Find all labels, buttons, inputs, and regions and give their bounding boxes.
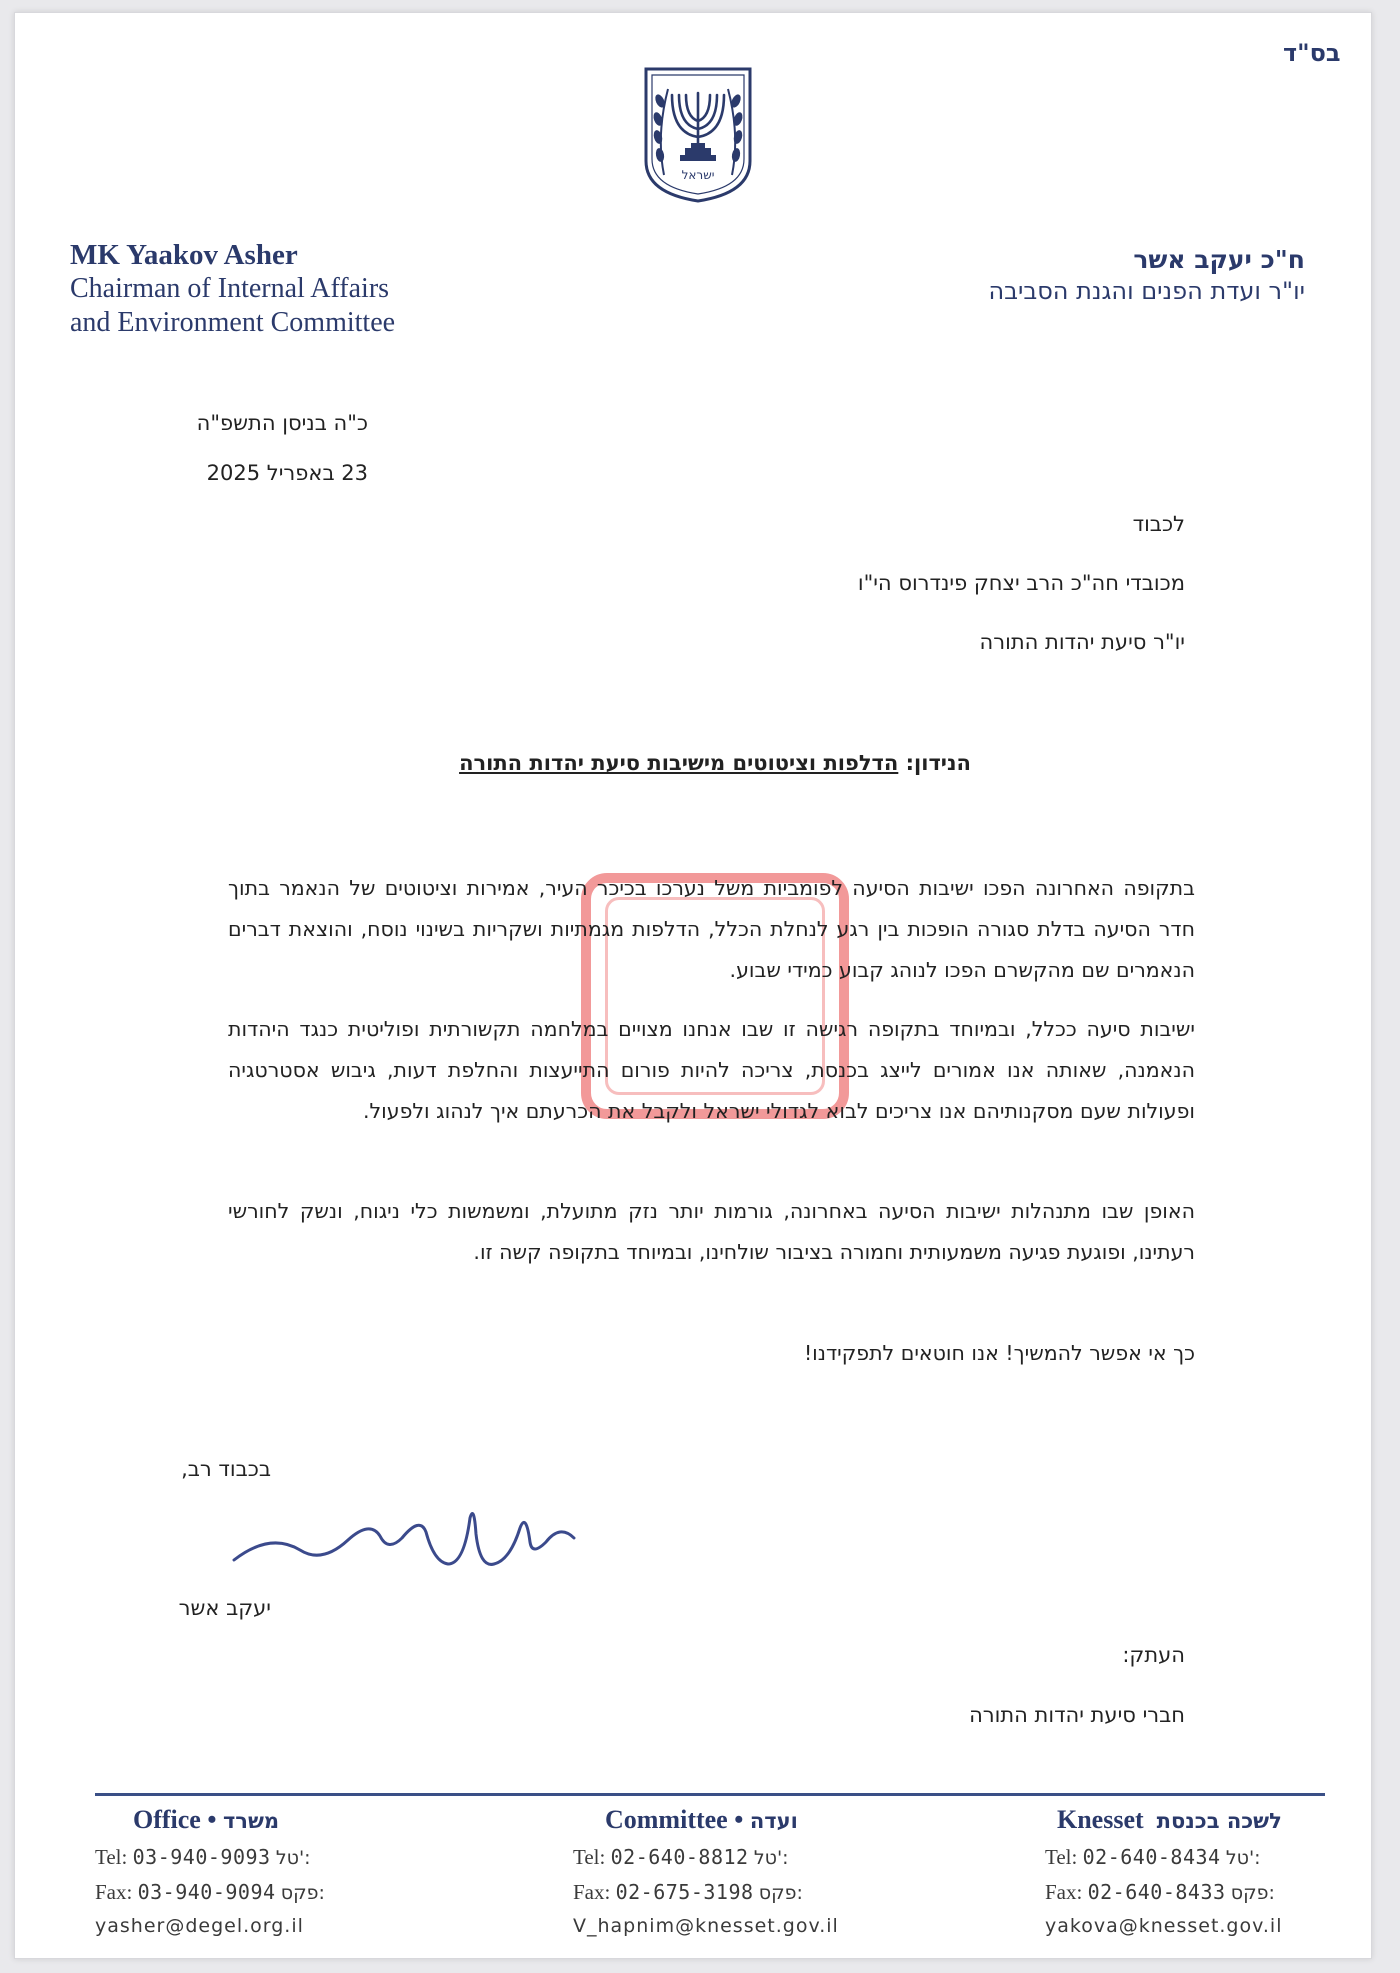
committee-fax-number: 02-675-3198 (615, 1880, 754, 1904)
committee-email: V_hapnim@knesset.gov.il (573, 1915, 839, 1937)
body-paragraph-4: כך אי אפשר להמשיך! אנו חוטאים לתפקידנו! (803, 1341, 1195, 1365)
footer-committee-heading: Committee • ועדה (605, 1805, 798, 1834)
footer-committee-title-en: Committee (605, 1805, 728, 1834)
fax-label-he: פקס: (1230, 1882, 1275, 1904)
footer-office-heading: Office • משרד (133, 1805, 280, 1834)
tel-label-he: טל': (275, 1847, 311, 1869)
footer-committee-tel (573, 1845, 853, 1870)
subject-text: הדלפות וציטוטים מישיבות סיעת יהדות התורה (459, 751, 899, 775)
cc-label: העתק: (1122, 1643, 1185, 1667)
signer-name: יעקב אשר (178, 1596, 271, 1620)
knesset-tel-number: 02-640-8434 (1082, 1845, 1221, 1869)
fax-label-he: פקס: (280, 1882, 325, 1904)
footer-knesset (1045, 1805, 1335, 1937)
body-paragraph-3: האופן שבו מתנהלות ישיבות הסיעה באחרונה, גורמות יותר נזק מתועלת, ומשמשות כלי ניגוח, ונשק לחורשי רעתינו, ופוגעת פגיעה משמעותית וחמורה בציבור שולחינו, ובמיוחד בתקופה קשה זו. (228, 1199, 1195, 1264)
knesset-email: yakova@knesset.gov.il (1045, 1915, 1283, 1937)
footer-office-title-he: משרד (222, 1809, 280, 1833)
recipient-title: יו"ר סיעת יהדות התורה (979, 630, 1185, 654)
footer-office-fax (95, 1880, 355, 1905)
footer-knesset-title-he: לשכה בכנסת (1156, 1809, 1282, 1833)
knesset-fax-number: 02-640-8433 (1087, 1880, 1226, 1904)
footer-knesset-title-en: Knesset (1057, 1805, 1144, 1834)
sender-title-he: יו"ר ועדת הפנים והגנת הסביבה (988, 277, 1305, 305)
tel-label-he: טל': (1225, 1847, 1261, 1869)
subject-line (315, 751, 1115, 775)
office-email: yasher@degel.org.il (95, 1915, 304, 1937)
recipient-greeting: לכבוד (1132, 512, 1185, 536)
cc-recipients: חברי סיעת יהדות התורה (969, 1703, 1185, 1727)
fax-label-en: Fax: (95, 1880, 133, 1904)
sender-title-en-2: and Environment Committee (70, 307, 396, 338)
office-fax-number: 03-940-9094 (137, 1880, 276, 1904)
tel-label-en: Tel: (95, 1845, 128, 1869)
letter-page (14, 12, 1372, 1959)
sender-name-he: ח"כ יעקב אשר (1133, 245, 1305, 274)
subject-label: הנידון: (898, 751, 971, 775)
sender-title-en-1: Chairman of Internal Affairs (70, 273, 390, 304)
tel-label-en: Tel: (573, 1845, 606, 1869)
fax-label-en: Fax: (573, 1880, 611, 1904)
handwritten-signature (230, 1498, 650, 1578)
fax-label-he: פקס: (758, 1882, 803, 1904)
footer-committee-title-he: ועדה (749, 1809, 798, 1833)
footer-committee (573, 1805, 853, 1937)
fax-label-en: Fax: (1045, 1880, 1083, 1904)
footer-office (95, 1805, 355, 1937)
emblem-text: ישראל (681, 168, 715, 182)
body-paragraph-2: ישיבות סיעה ככלל, ובמיוחד בתקופה רגישה זו שבו אנחנו מצויים במלחמה תקשורתית ופוליטית כנגד היהדות הנאמנה, שאותה אנו אמורים לייצג בכנסת, צריכה להיות פורום התייעצות והחלפת דעות, גיבוש אסטרטגיה ופעולות שעם מסקנותיהם אנו צריכים לבוא לגדולי ישראל ולקבל את הכרעתם איך לנהוג ולפעול. (228, 1017, 1195, 1123)
closing-regards: בכבוד רב, (181, 1457, 271, 1481)
bsd-mark: בס"ד (1283, 39, 1341, 67)
body-paragraph-1: בתקופה האחרונה הפכו ישיבות הסיעה לפומביות משל נערכו בכיכר העיר, אמירות וציטוטים של הנאמר בתוך חדר הסיעה בדלת סגורה הופכות בין רגע לנחלת הכלל, הדלפות מגמתיות ושקריות בשינוי נוסח, והוצאת דברים הנאמרים שם מהקשרם הפכו לנוהג קבוע כמידי שבוע. (228, 876, 1195, 982)
footer-knesset-heading (1045, 1805, 1335, 1835)
footer-committee-fax (573, 1880, 853, 1905)
footer-knesset-tel (1045, 1845, 1335, 1870)
sender-name-en: MK Yaakov Asher (70, 239, 298, 271)
footer-knesset-fax (1045, 1880, 1335, 1905)
footer-office-tel (95, 1845, 355, 1870)
footer-office-title-en: Office (133, 1805, 201, 1834)
tel-label-en: Tel: (1045, 1845, 1078, 1869)
hebrew-date: כ"ה בניסן התשפ"ה (196, 411, 368, 435)
state-emblem-icon (642, 65, 754, 205)
committee-tel-number: 02-640-8812 (610, 1845, 749, 1869)
tel-label-he: טל': (753, 1847, 789, 1869)
gregorian-date: 23 באפריל 2025 (206, 461, 368, 485)
recipient-name: מכובדי חה"כ הרב יצחק פינדרוס הי"ו (857, 571, 1185, 595)
office-tel-number: 03-940-9093 (132, 1845, 271, 1869)
footer-divider (95, 1793, 1325, 1796)
